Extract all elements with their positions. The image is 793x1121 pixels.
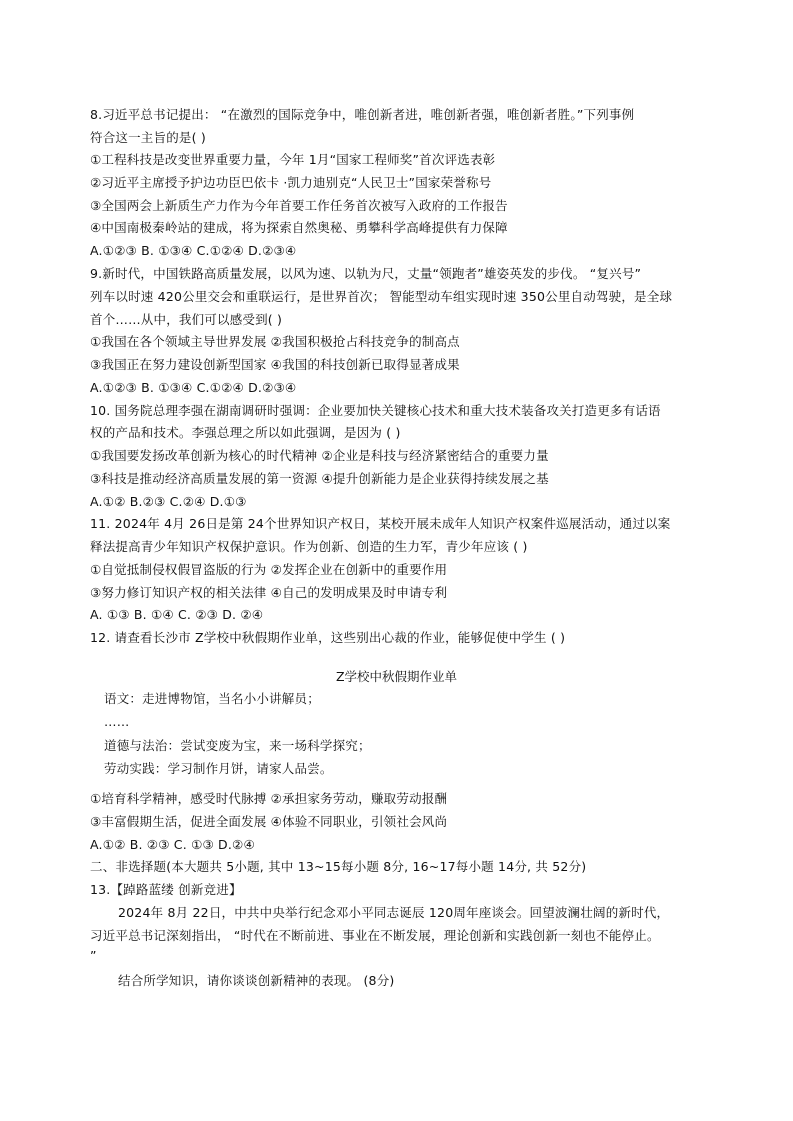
q12-stem-line-1: 12. 请查看长沙市 Z学校中秋假期作业单，这些别出心裁的作业，能够促使中学生 ( ): [90, 630, 566, 645]
q13-heading: 13.【踔路蓝缕 创新竞进】: [90, 882, 242, 897]
q12-card-line-2: ……: [104, 714, 130, 729]
q10-stem-line-2: 权的产品和技术。李强总理之所以如此强调，是因为 ( ): [90, 425, 401, 440]
q8-option-3: ③全国两会上新质生产力作为今年首要工作任务首次被写入政府的工作报告: [90, 198, 508, 213]
q12-option-row-1: ①培育科学精神，感受时代脉搏 ②承担家务劳动，赚取劳动报酬: [90, 791, 448, 806]
q9-stem-line-1: 9.新时代，中国铁路高质量发展，以风为速、以轨为尺，丈量“领跑者”雄姿英发的步伐。 “复兴号”: [90, 266, 642, 281]
q11-option-row-1: ①自觉抵制侵权假冒盗版的行为 ②发挥企业在创新中的重要作用: [90, 562, 448, 577]
q10-stem-line-1: 10. 国务院总理李强在湖南调研时强调：企业要加快关键核心技术和重大技术装备攻关打造更多有话语: [90, 403, 661, 418]
q13-task: 结合所学知识，请你谈谈创新精神的表现。 (8分): [118, 973, 395, 988]
q9-option-row-2: ③我国正在努力建设创新型国家 ④我国的科技创新已取得显著成果: [90, 357, 460, 372]
q11-stem-line-1: 11. 2024年 4月 26日是第 24个世界知识产权日，某校开展未成年人知识产权案件巡展活动，通过以案: [90, 516, 671, 531]
section-2-heading: 二、非选择题(本大题共 5小题, 其中 13~15每小题 8分, 16~17每小题 14分, 共 52分): [90, 859, 587, 874]
q8-option-1: ①工程科技是改变世界重要力量，今年 1月“国家工程师奖”首次评选表彰: [90, 152, 496, 167]
q11-answer-choices: A. ①③ B. ①④ C. ②③ D. ②④: [90, 607, 264, 622]
q8-stem-line-2: 符合这一主旨的是( ): [90, 130, 206, 145]
q12-card-line-3: 道德与法治：尝试变废为宝，来一场科学探究；: [104, 738, 371, 753]
q9-stem-line-2: 列车以时速 420公里交会和重联运行，是世界首次； 智能型动车组实现时速 350公里自动驾驶，是全球: [90, 289, 673, 304]
q12-card-line-1: 语文：走进博物馆，当名小小讲解员；: [104, 691, 320, 706]
q11-stem-line-2: 释法提高青少年知识产权保护意识。作为创新、创造的生力军，青少年应该 ( ): [90, 539, 528, 554]
q13-paragraph-line-1: 2024年 8月 22日，中共中央举行纪念邓小平同志诞辰 120周年座谈会。回望波澜壮阔的新时代，: [118, 905, 670, 920]
q8-answer-choices: A.①②③ B. ①③④ C.①②④ D.②③④: [90, 243, 297, 258]
q9-answer-choices: A.①②③ B. ①③④ C.①②④ D.②③④: [90, 380, 297, 395]
q8-option-2: ②习近平主席授予护边功臣巴依卡 ·凯力迪别克“人民卫士”国家荣誉称号: [90, 175, 492, 190]
q12-card-line-4: 劳动实践：学习制作月饼，请家人品尝。: [104, 761, 333, 776]
q8-option-4: ④中国南极秦岭站的建成，将为探索自然奥秘、勇攀科学高峰提供有力保障: [90, 220, 508, 235]
q10-option-row-1: ①我国要发扬改革创新为核心的时代精神 ②企业是科技与经济紧密结合的重要力量: [90, 448, 549, 463]
q13-paragraph-line-3: ”: [90, 948, 97, 963]
q13-paragraph-line-2: 习近平总书记深刻指出， “时代在不断前进、事业在不断发展，理论创新和实践创新一刻也不能停止。: [90, 928, 660, 943]
q12-homework-card-title: Z学校中秋假期作业单: [335, 669, 458, 684]
q10-answer-choices: A.①② B.②③ C.②④ D.①③: [90, 494, 247, 509]
q9-stem-line-3: 首个……从中，我们可以感受到( ): [90, 312, 283, 327]
q10-option-row-2: ③科技是推动经济高质量发展的第一资源 ④提升创新能力是企业获得持续发展之基: [90, 471, 549, 486]
q11-option-row-2: ③努力修订知识产权的相关法律 ④自己的发明成果及时申请专利: [90, 585, 448, 600]
q9-option-row-1: ①我国在各个领域主导世界发展 ②我国积极抢占科技竞争的制高点: [90, 334, 460, 349]
q12-option-row-2: ③丰富假期生活，促进全面发展 ④体验不同职业，引领社会风尚: [90, 814, 448, 829]
q12-answer-choices: A.①② B. ②③ C. ①③ D.②④: [90, 837, 255, 852]
q8-stem-line-1: 8.习近平总书记提出： “在激烈的国际竞争中，唯创新者进，唯创新者强，唯创新者胜。”下列事例: [90, 107, 635, 122]
